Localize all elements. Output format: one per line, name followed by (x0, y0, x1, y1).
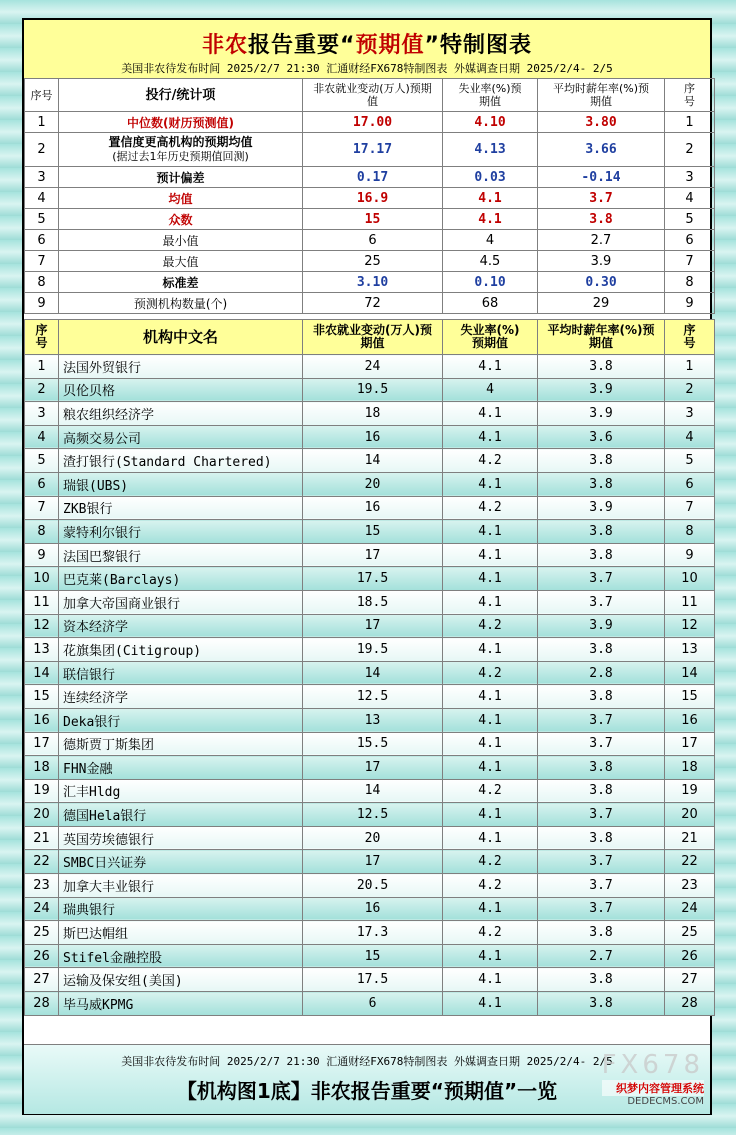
row-index: 26 (25, 944, 59, 968)
stat-label-cell (59, 293, 303, 314)
table-row (25, 355, 715, 379)
institution-name: 连续经济学 (59, 685, 303, 709)
table-row (25, 826, 715, 850)
unemployment-forecast: 4.1 (443, 803, 538, 827)
institution-name: 联信银行 (59, 661, 303, 685)
row-index: 18 (25, 756, 59, 780)
stat-label: 均值 (168, 191, 193, 206)
institution-name: 英国劳埃德银行 (59, 826, 303, 850)
unemployment-forecast: 4.1 (443, 638, 538, 662)
table-row (25, 874, 715, 898)
stat-index: 7 (25, 251, 59, 272)
stat-label: 预测机构数量(个) (133, 296, 228, 311)
institution-name: 加拿大丰业银行 (59, 874, 303, 898)
row-index-right: 25 (665, 921, 715, 945)
payrolls-forecast: 17.5 (303, 567, 443, 591)
watermark-fx-logo: FX678 (601, 1050, 704, 1080)
row-index-right: 6 (665, 472, 715, 496)
stat-index-right: 6 (665, 230, 715, 251)
wages-forecast: 3.8 (538, 449, 665, 473)
stat-label-cell (59, 112, 303, 133)
title-banner (24, 20, 710, 79)
unemployment-forecast: 4.1 (443, 897, 538, 921)
table-row (25, 756, 715, 780)
row-index-right: 24 (665, 897, 715, 921)
header-index: 序号 (25, 79, 59, 112)
row-index: 19 (25, 779, 59, 803)
table-row (25, 567, 715, 591)
institution-name: 巴克莱(Barclays) (59, 567, 303, 591)
table-row (25, 378, 715, 402)
wages-forecast: 3.8 (538, 685, 665, 709)
payrolls-forecast: 20 (303, 472, 443, 496)
row-index-right: 22 (665, 850, 715, 874)
row-index-right: 27 (665, 968, 715, 992)
stat-label: 预计偏差 (156, 170, 205, 185)
stats-row (25, 167, 715, 188)
stat-unemployment: 4.1 (443, 209, 538, 230)
stat-unemployment: 0.03 (443, 167, 538, 188)
stat-unemployment: 68 (443, 293, 538, 314)
institutions-header-row (25, 320, 715, 355)
row-index-right: 7 (665, 496, 715, 520)
payrolls-forecast: 18.5 (303, 590, 443, 614)
institution-name: Deka银行 (59, 708, 303, 732)
stat-index-right: 1 (665, 112, 715, 133)
payrolls-forecast: 13 (303, 708, 443, 732)
institutions-table (24, 319, 715, 1016)
row-index: 21 (25, 826, 59, 850)
table-row (25, 402, 715, 426)
table-row (25, 803, 715, 827)
stat-label-cell (59, 209, 303, 230)
unemployment-forecast: 4.1 (443, 756, 538, 780)
wages-forecast: 3.7 (538, 897, 665, 921)
row-index-right: 1 (665, 355, 715, 379)
stats-header-row (25, 79, 715, 112)
unemployment-forecast: 4.1 (443, 685, 538, 709)
payrolls-forecast: 12.5 (303, 803, 443, 827)
payrolls-forecast: 24 (303, 355, 443, 379)
stat-index: 4 (25, 188, 59, 209)
row-index: 7 (25, 496, 59, 520)
wages-forecast: 3.8 (538, 992, 665, 1016)
stat-index: 3 (25, 167, 59, 188)
wages-forecast: 3.7 (538, 567, 665, 591)
stat-wages: 3.7 (538, 188, 665, 209)
stat-label: 最大值 (162, 254, 199, 269)
institution-name: 贝伦贝格 (59, 378, 303, 402)
row-index: 13 (25, 638, 59, 662)
row-index: 3 (25, 402, 59, 426)
stat-payrolls: 3.10 (303, 272, 443, 293)
stat-payrolls: 6 (303, 230, 443, 251)
table-row (25, 661, 715, 685)
table-row (25, 638, 715, 662)
wages-forecast: 3.8 (538, 638, 665, 662)
list-header-index[interactable]: 序号 (25, 320, 59, 355)
institution-name: Stifel金融控股 (59, 944, 303, 968)
payrolls-forecast: 20 (303, 826, 443, 850)
table-row (25, 779, 715, 803)
row-index: 4 (25, 425, 59, 449)
institution-name: 蒙特利尔银行 (59, 520, 303, 544)
wages-forecast: 3.8 (538, 355, 665, 379)
wages-forecast: 3.9 (538, 496, 665, 520)
stat-index-right: 2 (665, 133, 715, 167)
wages-forecast: 3.7 (538, 850, 665, 874)
stat-label: 众数 (168, 212, 193, 227)
stat-sublabel: (据过去1年历史预期值回测) (112, 150, 249, 163)
stat-index-right: 5 (665, 209, 715, 230)
unemployment-forecast: 4.1 (443, 520, 538, 544)
stats-row (25, 272, 715, 293)
institution-name: ZKB银行 (59, 496, 303, 520)
payrolls-forecast: 17.5 (303, 968, 443, 992)
stat-index-right: 7 (665, 251, 715, 272)
institution-name: SMBC日兴证券 (59, 850, 303, 874)
watermark-url: DEDECMS.COM (627, 1096, 704, 1107)
table-row (25, 850, 715, 874)
header-wages: 平均时薪年率(%)预期值 (538, 79, 665, 112)
stat-wages: 3.9 (538, 251, 665, 272)
footer-release-info: 美国非农待发布时间 2025/2/7 21:30 汇通财经FX678特制图表 外媒调查日期 2025/2/4- 2/5 (121, 1055, 613, 1068)
stat-label-cell (59, 251, 303, 272)
payrolls-forecast: 14 (303, 449, 443, 473)
stat-payrolls: 16.9 (303, 188, 443, 209)
institution-name: 德国Hela银行 (59, 803, 303, 827)
institution-name: 运输及保安组(美国) (59, 968, 303, 992)
wages-forecast: 3.9 (538, 378, 665, 402)
stat-label: 标准差 (162, 275, 199, 290)
stats-row (25, 293, 715, 314)
wages-forecast: 3.8 (538, 756, 665, 780)
unemployment-forecast: 4.1 (443, 968, 538, 992)
row-index: 28 (25, 992, 59, 1016)
wages-forecast: 3.8 (538, 779, 665, 803)
stat-unemployment: 4 (443, 230, 538, 251)
wages-forecast: 3.8 (538, 472, 665, 496)
row-index-right: 15 (665, 685, 715, 709)
institution-name: 法国巴黎银行 (59, 543, 303, 567)
list-header-wages[interactable]: 平均时薪年率(%)预期值 (538, 320, 665, 355)
unemployment-forecast: 4.2 (443, 449, 538, 473)
wages-forecast: 3.8 (538, 968, 665, 992)
table-row (25, 496, 715, 520)
unemployment-forecast: 4.1 (443, 425, 538, 449)
stats-row (25, 251, 715, 272)
stat-unemployment: 4.1 (443, 188, 538, 209)
stat-label-cell (59, 167, 303, 188)
stat-label: 中位数(财历预测值) (127, 115, 234, 130)
row-index: 5 (25, 449, 59, 473)
wages-forecast: 3.8 (538, 921, 665, 945)
unemployment-forecast: 4.2 (443, 614, 538, 638)
stat-label-cell (59, 133, 303, 167)
row-index-right: 21 (665, 826, 715, 850)
row-index: 2 (25, 378, 59, 402)
page-title: 非农报告重要“预期值”特制图表 (202, 33, 532, 58)
table-row (25, 543, 715, 567)
unemployment-forecast: 4.2 (443, 921, 538, 945)
unemployment-forecast: 4 (443, 378, 538, 402)
unemployment-forecast: 4.1 (443, 402, 538, 426)
wages-forecast: 3.9 (538, 402, 665, 426)
row-index-right: 8 (665, 520, 715, 544)
payrolls-forecast: 19.5 (303, 638, 443, 662)
row-index-right: 11 (665, 590, 715, 614)
wages-forecast: 3.9 (538, 614, 665, 638)
table-row (25, 614, 715, 638)
stat-index: 8 (25, 272, 59, 293)
wages-forecast: 3.6 (538, 425, 665, 449)
institution-name: 法国外贸银行 (59, 355, 303, 379)
list-header-name[interactable]: 机构中文名 (59, 320, 303, 355)
row-index: 25 (25, 921, 59, 945)
table-row (25, 520, 715, 544)
report-sheet (22, 18, 712, 1115)
row-index-right: 12 (665, 614, 715, 638)
row-index: 8 (25, 520, 59, 544)
payrolls-forecast: 17 (303, 543, 443, 567)
stat-index-right: 9 (665, 293, 715, 314)
stat-wages: -0.14 (538, 167, 665, 188)
institution-name: 瑞典银行 (59, 897, 303, 921)
stat-index: 6 (25, 230, 59, 251)
row-index: 16 (25, 708, 59, 732)
table-row (25, 425, 715, 449)
unemployment-forecast: 4.1 (443, 992, 538, 1016)
stat-index-right: 4 (665, 188, 715, 209)
payrolls-forecast: 15.5 (303, 732, 443, 756)
stat-label-cell (59, 272, 303, 293)
wages-forecast: 2.8 (538, 661, 665, 685)
stat-label: 置信度更高机构的预期均值 (108, 135, 253, 149)
header-item: 投行/统计项 (59, 79, 303, 112)
unemployment-forecast: 4.1 (443, 472, 538, 496)
row-index: 11 (25, 590, 59, 614)
institution-name: 德斯贾丁斯集团 (59, 732, 303, 756)
stat-payrolls: 17.17 (303, 133, 443, 167)
table-row (25, 590, 715, 614)
wages-forecast: 3.7 (538, 803, 665, 827)
stats-row (25, 112, 715, 133)
payrolls-forecast: 16 (303, 496, 443, 520)
row-index-right: 5 (665, 449, 715, 473)
payrolls-forecast: 17.3 (303, 921, 443, 945)
payrolls-forecast: 15 (303, 520, 443, 544)
institution-name: 加拿大帝国商业银行 (59, 590, 303, 614)
institution-name: 渣打银行(Standard Chartered) (59, 449, 303, 473)
unemployment-forecast: 4.1 (443, 732, 538, 756)
release-info: 美国非农待发布时间 2025/2/7 21:30 汇通财经FX678特制图表 外媒调查日期 2025/2/4- 2/5 (121, 62, 613, 75)
wages-forecast: 3.8 (538, 520, 665, 544)
stat-label-cell (59, 230, 303, 251)
stat-unemployment: 4.5 (443, 251, 538, 272)
row-index-right: 18 (665, 756, 715, 780)
stats-table (24, 78, 715, 314)
wages-forecast: 3.7 (538, 708, 665, 732)
stat-unemployment: 4.10 (443, 112, 538, 133)
table-row (25, 708, 715, 732)
institution-name: 汇丰Hldg (59, 779, 303, 803)
unemployment-forecast: 4.1 (443, 567, 538, 591)
unemployment-forecast: 4.1 (443, 590, 538, 614)
institution-name: 粮农组织经济学 (59, 402, 303, 426)
stat-unemployment: 0.10 (443, 272, 538, 293)
stats-row (25, 209, 715, 230)
stat-label-cell (59, 188, 303, 209)
institution-name: 高频交易公司 (59, 425, 303, 449)
unemployment-forecast: 4.2 (443, 850, 538, 874)
wages-forecast: 2.7 (538, 944, 665, 968)
institution-name: 花旗集团(Citigroup) (59, 638, 303, 662)
stat-index: 2 (25, 133, 59, 167)
payrolls-forecast: 14 (303, 779, 443, 803)
stat-wages: 29 (538, 293, 665, 314)
row-index: 24 (25, 897, 59, 921)
institution-name: 毕马威KPMG (59, 992, 303, 1016)
row-index-right: 26 (665, 944, 715, 968)
header-index-right: 序号 (665, 79, 715, 112)
stat-unemployment: 4.13 (443, 133, 538, 167)
institution-name: 资本经济学 (59, 614, 303, 638)
row-index: 15 (25, 685, 59, 709)
list-header-unemployment[interactable]: 失业率(%)预期值 (443, 320, 538, 355)
institution-name: 斯巴达帽组 (59, 921, 303, 945)
row-index-right: 10 (665, 567, 715, 591)
payrolls-forecast: 16 (303, 425, 443, 449)
stat-payrolls: 72 (303, 293, 443, 314)
unemployment-forecast: 4.2 (443, 874, 538, 898)
watermark-cms: 织梦内容管理系统 (602, 1080, 704, 1096)
table-row (25, 897, 715, 921)
stats-row (25, 133, 715, 167)
row-index-right: 13 (665, 638, 715, 662)
institution-name: FHN金融 (59, 756, 303, 780)
table-row (25, 449, 715, 473)
wages-forecast: 3.7 (538, 590, 665, 614)
payrolls-forecast: 17 (303, 756, 443, 780)
stats-row (25, 230, 715, 251)
stat-payrolls: 15 (303, 209, 443, 230)
row-index: 17 (25, 732, 59, 756)
unemployment-forecast: 4.1 (443, 355, 538, 379)
unemployment-forecast: 4.1 (443, 826, 538, 850)
table-row (25, 472, 715, 496)
unemployment-forecast: 4.2 (443, 779, 538, 803)
table-row (25, 992, 715, 1016)
row-index: 12 (25, 614, 59, 638)
table-row (25, 968, 715, 992)
stat-index-right: 3 (665, 167, 715, 188)
payrolls-forecast: 15 (303, 944, 443, 968)
wages-forecast: 3.7 (538, 732, 665, 756)
row-index-right: 14 (665, 661, 715, 685)
payrolls-forecast: 18 (303, 402, 443, 426)
row-index: 14 (25, 661, 59, 685)
row-index-right: 28 (665, 992, 715, 1016)
table-row (25, 921, 715, 945)
row-index-right: 17 (665, 732, 715, 756)
unemployment-forecast: 4.2 (443, 661, 538, 685)
row-index: 20 (25, 803, 59, 827)
row-index: 23 (25, 874, 59, 898)
institution-name: 瑞银(UBS) (59, 472, 303, 496)
unemployment-forecast: 4.1 (443, 543, 538, 567)
unemployment-forecast: 4.1 (443, 708, 538, 732)
row-index-right: 19 (665, 779, 715, 803)
row-index: 6 (25, 472, 59, 496)
stat-wages: 3.66 (538, 133, 665, 167)
payrolls-forecast: 17 (303, 614, 443, 638)
unemployment-forecast: 4.1 (443, 944, 538, 968)
payrolls-forecast: 19.5 (303, 378, 443, 402)
payrolls-forecast: 20.5 (303, 874, 443, 898)
row-index-right: 16 (665, 708, 715, 732)
stat-wages: 2.7 (538, 230, 665, 251)
row-index: 1 (25, 355, 59, 379)
unemployment-forecast: 4.2 (443, 496, 538, 520)
wages-forecast: 3.7 (538, 874, 665, 898)
payrolls-forecast: 14 (303, 661, 443, 685)
row-index: 22 (25, 850, 59, 874)
watermark (602, 1050, 704, 1107)
payrolls-forecast: 16 (303, 897, 443, 921)
row-index: 27 (25, 968, 59, 992)
stat-payrolls: 17.00 (303, 112, 443, 133)
payrolls-forecast: 17 (303, 850, 443, 874)
table-row (25, 685, 715, 709)
stat-label: 最小值 (162, 233, 199, 248)
stat-wages: 3.8 (538, 209, 665, 230)
row-index: 9 (25, 543, 59, 567)
row-index-right: 3 (665, 402, 715, 426)
footer-caption: 【机构图1底】非农报告重要“预期值”一览 (176, 1079, 558, 1103)
row-index-right: 4 (665, 425, 715, 449)
stat-index: 1 (25, 112, 59, 133)
stat-index: 5 (25, 209, 59, 230)
row-index: 10 (25, 567, 59, 591)
row-index-right: 20 (665, 803, 715, 827)
payrolls-forecast: 12.5 (303, 685, 443, 709)
stats-row (25, 188, 715, 209)
wages-forecast: 3.8 (538, 543, 665, 567)
list-header-payrolls[interactable]: 非农就业变动(万人)预期值 (303, 320, 443, 355)
stat-index: 9 (25, 293, 59, 314)
row-index-right: 2 (665, 378, 715, 402)
row-index-right: 23 (665, 874, 715, 898)
stat-payrolls: 25 (303, 251, 443, 272)
table-row (25, 944, 715, 968)
header-payrolls: 非农就业变动(万人)预期值 (303, 79, 443, 112)
list-header-index-right[interactable]: 序号 (665, 320, 715, 355)
wages-forecast: 3.8 (538, 826, 665, 850)
row-index-right: 9 (665, 543, 715, 567)
stat-payrolls: 0.17 (303, 167, 443, 188)
payrolls-forecast: 6 (303, 992, 443, 1016)
header-unemployment: 失业率(%)预期值 (443, 79, 538, 112)
stat-wages: 0.30 (538, 272, 665, 293)
stat-index-right: 8 (665, 272, 715, 293)
stat-wages: 3.80 (538, 112, 665, 133)
table-row (25, 732, 715, 756)
